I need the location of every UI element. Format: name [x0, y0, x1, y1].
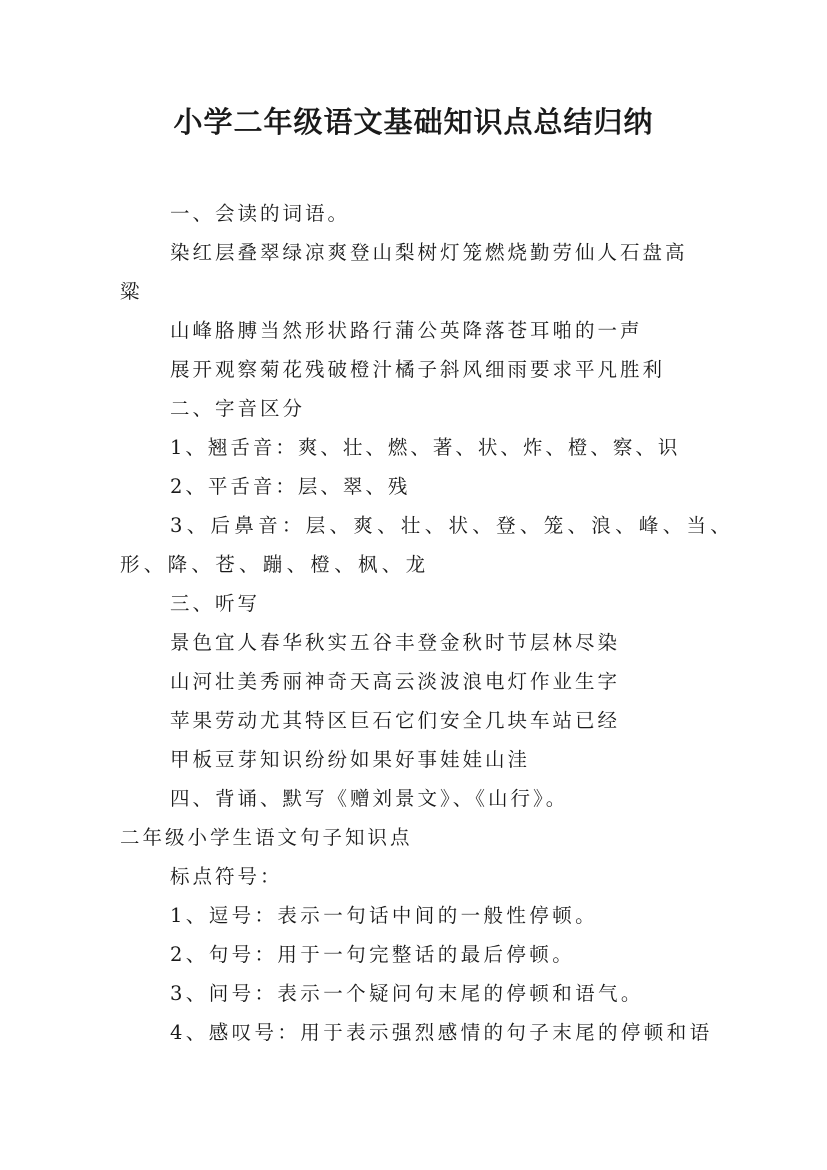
paragraph-line: 3、问号：表示一个疑问句末尾的停顿和语气。 [170, 982, 644, 1005]
section-heading-3: 三、听写 [170, 592, 261, 615]
document-title: 小学二年级语文基础知识点总结归纳 [173, 105, 654, 139]
paragraph-line: 景色宜人春华秋实五谷丰登金秋时节层林尽染 [170, 631, 621, 654]
paragraph-line: 4、感叹号：用于表示强烈感情的句子末尾的停顿和语 [170, 1021, 713, 1044]
paragraph-line: 山河壮美秀丽神奇天高云淡波浪电灯作业生字 [170, 670, 621, 693]
section-heading-2: 二、字音区分 [170, 397, 306, 420]
paragraph-line: 1、翘舌音：爽、壮、燃、著、状、炸、橙、察、识 [170, 436, 681, 459]
paragraph-line: 3、后鼻音：层、爽、壮、状、登、笼、浪、峰、当、 [170, 514, 735, 537]
document-body [120, 194, 735, 1052]
paragraph-line: 粱 [120, 280, 143, 303]
paragraph-line: 标点符号： [170, 865, 283, 888]
paragraph-line: 2、句号：用于一句完整话的最后停顿。 [170, 943, 576, 966]
subheading: 二年级小学生语文句子知识点 [120, 826, 413, 849]
paragraph-line: 展开观察菊花残破橙汁橘子斜风细雨要求平凡胜利 [170, 358, 666, 381]
paragraph-line: 1、逗号：表示一句话中间的一般性停顿。 [170, 904, 599, 927]
paragraph-line: 2、平舌音：层、翠、残 [170, 475, 411, 498]
paragraph-line: 苹果劳动尤其特区巨石它们安全几块车站已经 [170, 709, 621, 732]
paragraph-line: 染红层叠翠绿凉爽登山梨树灯笼燃烧勤劳仙人石盘高 [170, 241, 688, 264]
paragraph-line: 山峰胳膊当然形状路行蒲公英降落苍耳啪的一声 [170, 319, 643, 342]
paragraph-line: 形、降、苍、蹦、橙、枫、龙 [120, 553, 430, 576]
section-heading-1: 一、会读的词语。 [170, 202, 351, 225]
section-heading-4: 四、背诵、默写《赠刘景文》、《山行》。 [170, 787, 569, 810]
paragraph-line: 甲板豆芽知识纷纷如果好事娃娃山洼 [170, 748, 531, 771]
